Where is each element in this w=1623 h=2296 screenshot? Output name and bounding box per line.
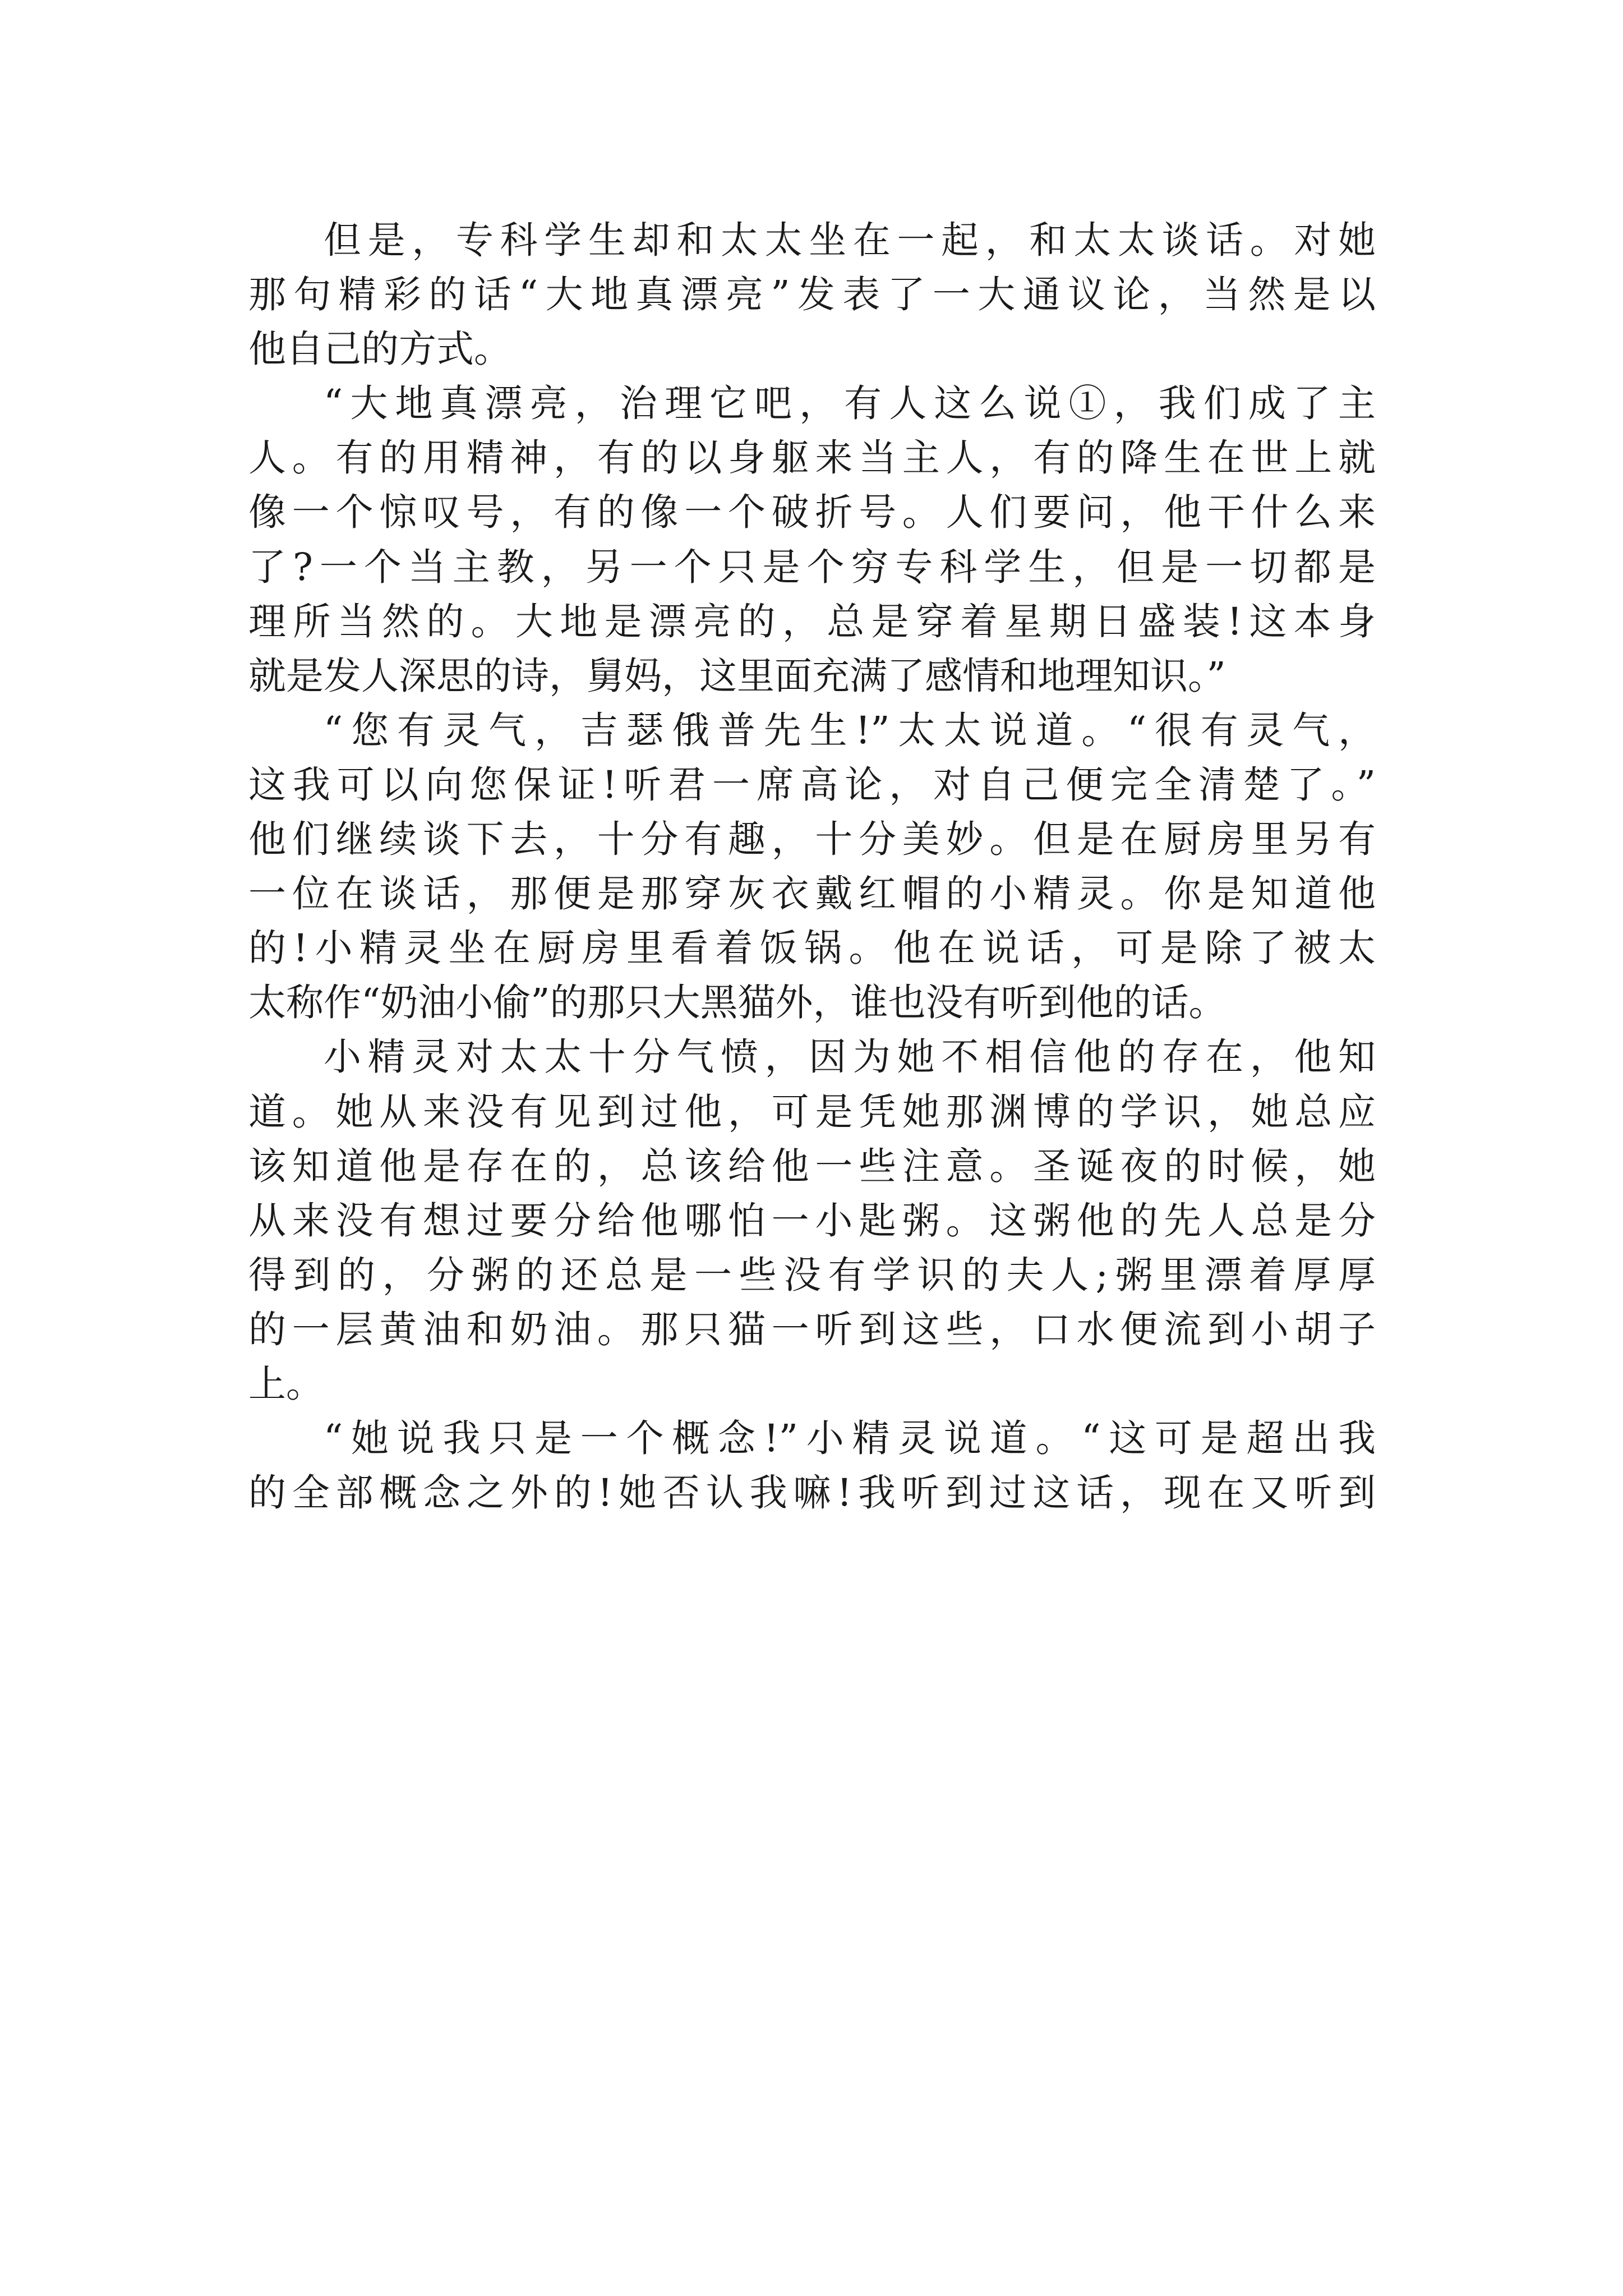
text-line: 的全部概念之外的!她否认我嘛!我听到过这话，现在又听到: [248, 1471, 1376, 1515]
text-line: 道。她从来没有见到过他，可是凭她那渊博的学识，她总应: [248, 1089, 1376, 1134]
text-line: 就是发人深思的诗，舅妈，这里面充满了感情和地理知识。”: [248, 654, 1226, 698]
text-line: 人。有的用精神，有的以身躯来当主人，有的降生在世上就: [248, 436, 1376, 480]
text-line: “大地真漂亮，治理它吧，有人这么说①，我们成了主: [324, 381, 1376, 426]
text-line: 了?一个当主教，另一个只是个穷专科学生，但是一切都是: [248, 545, 1376, 589]
text-line: 上。: [248, 1361, 324, 1406]
text-line: 他自己的方式。: [248, 327, 511, 371]
text-line: 得到的，分粥的还总是一些没有学识的夫人;粥里漂着厚厚: [248, 1253, 1376, 1297]
text-line: 该知道他是存在的，总该给他一些注意。圣诞夜的时候，她: [248, 1144, 1376, 1188]
text-line: 从来没有想过要分给他哪怕一小匙粥。这粥他的先人总是分: [248, 1198, 1376, 1243]
text-line: 的一层黄油和奶油。那只猫一听到这些，口水便流到小胡子: [248, 1307, 1376, 1351]
text-line: 他们继续谈下去，十分有趣，十分美妙。但是在厨房里另有: [248, 817, 1376, 862]
text-line: “她说我只是一个概念!”小精灵说道。“这可是超出我: [324, 1416, 1376, 1461]
text-line: 那句精彩的话“大地真漂亮”发表了一大通议论，当然是以: [248, 273, 1376, 317]
text-line: 的!小精灵坐在厨房里看着饭锅。他在说话，可是除了被太: [248, 926, 1376, 970]
text-line: 像一个惊叹号，有的像一个破折号。人们要问，他干什么来: [248, 490, 1376, 535]
text-line: 这我可以向您保证!听君一席高论，对自己便完全清楚了。”: [248, 762, 1376, 807]
text-line: 理所当然的。大地是漂亮的，总是穿着星期日盛装!这本身: [248, 599, 1376, 643]
body-text: [248, 213, 1376, 1520]
text-line: 小精灵对太太十分气愤，因为她不相信他的存在，他知: [324, 1035, 1376, 1079]
text-line: “您有灵气，吉瑟俄普先生!”太太说道。“很有灵气，: [324, 708, 1376, 752]
text-line: 一位在谈话，那便是那穿灰衣戴红帽的小精灵。你是知道他: [248, 872, 1376, 916]
text-line: 但是，专科学生却和太太坐在一起，和太太谈话。对她: [324, 218, 1376, 262]
text-line: 太称作“奶油小偷”的那只大黑猫外，谁也没有听到他的话。: [248, 981, 1227, 1025]
